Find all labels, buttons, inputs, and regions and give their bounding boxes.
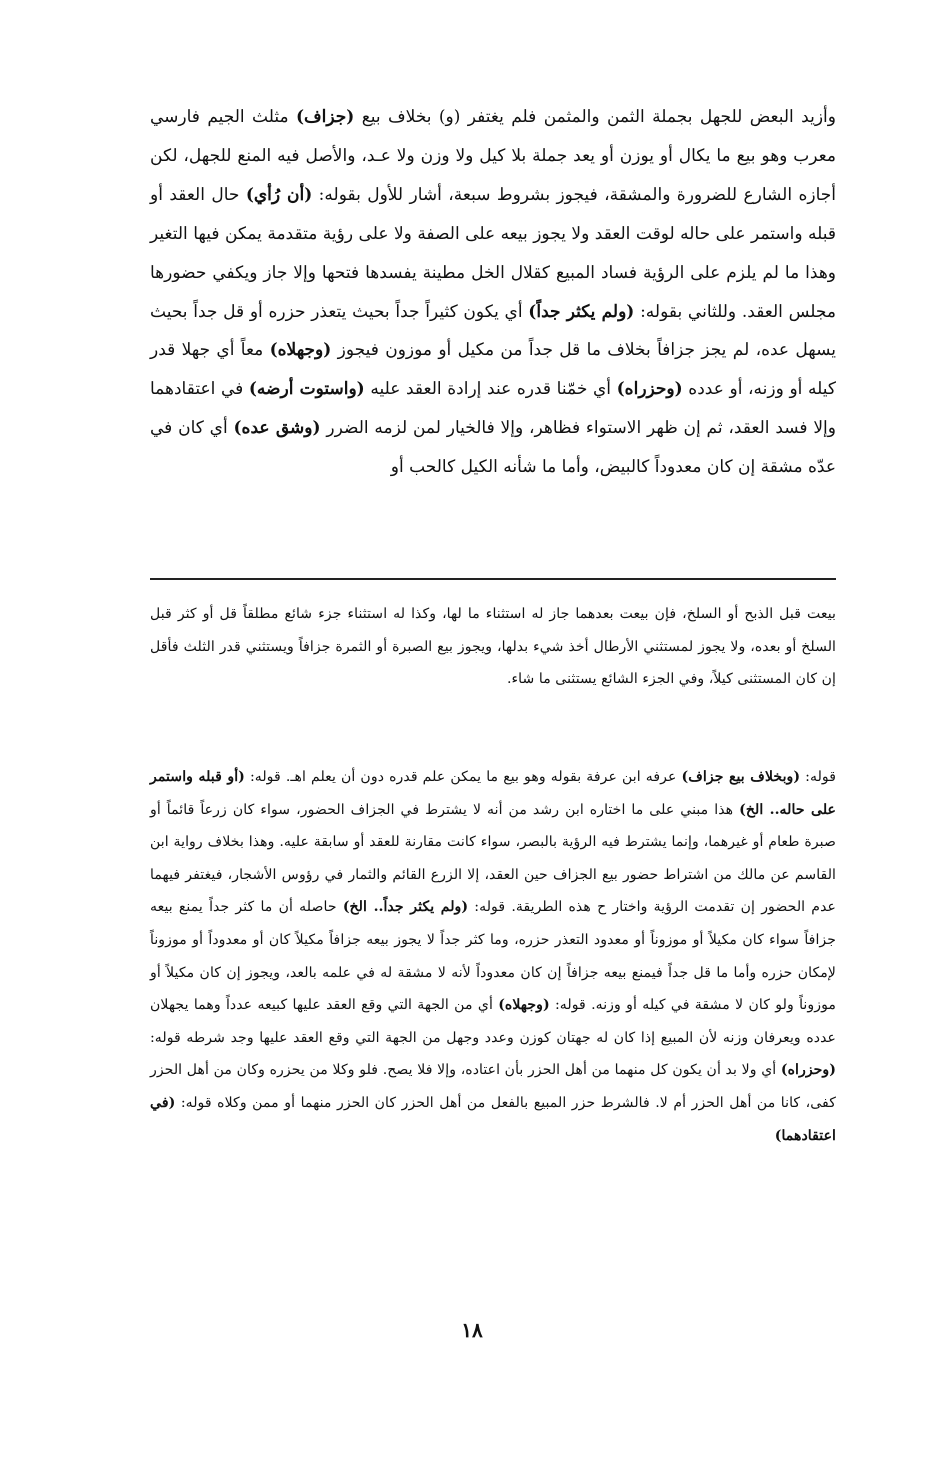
page-number: ١٨	[461, 1318, 483, 1342]
footnote-paragraph: بيعت قبل الذبح أو السلخ، فإن بيعت بعدهما جاز له استثناء ما لها، وكذا له استثناء جزء شائع مطلقاً قل أو كثر قبل السلخ أو بعده، ولا يجوز لمستثني الأرطال أخذ شيء بدلها، ويجوز بيع الصبرة أو الثمرة جزافاً ويستثني قدر الثلث فأقل إن كان المستثنى كيلاً، وفي الجزء الشائع يستثنى ما شاء.	[150, 606, 836, 688]
term-bold: (أن رُأي)	[245, 184, 313, 205]
text-run: أي من الجهة التي وقع العقد عليها كبيعه عدداً وهما يجهلان عدده ويعرفان وزنه لأن المبيع إذا كان له جهتان كوزن وعدد وجهل من الجهة التي وقع العقد عليها وجد شرطه قوله:	[150, 997, 836, 1046]
term-bold: (وجهلاه)	[269, 340, 332, 361]
text-run: عرفه ابن عرفة بقوله وهو بيع ما يمكن علم قدره دون أن يعلم اهـ. قوله:	[244, 769, 682, 785]
main-paragraph	[150, 98, 836, 487]
term-bold: (وحزراه)	[780, 1062, 836, 1079]
text-run: أي كان في عدّه مشقة إن كان معدوداً كالبيض، وأما ما شأنه الكيل كالحب أو	[150, 418, 836, 478]
text-run: في اعتقادهما وإلا فسد العقد، ثم إن ظهر الاستواء فظاهر، وإلا فالخيار لمن لزمه الضرر	[150, 379, 836, 439]
text-run: مثلث الجيم فارسي معرب وهو بيع ما يكال أو يوزن أو يعد جملة بلا كيل ولا وزن ولا عـد، والأصل فيه المنع للجهل، لكن أجازه الشارع للضرورة والمشقة، فيجوز بشروط سبعة، أشار للأول بقوله:	[150, 107, 837, 205]
footnote-continuation	[150, 598, 836, 696]
term-bold: (جزاف)	[296, 107, 355, 127]
text-run: حال العقد أو قبله واستمر على حاله لوقت العقد ولا يجوز بيعه على الصفة ولا على رؤية متقدمة يمكن فيها التغير وهذا ما لم يلزم على الرؤية فساد المبيع كقلال الخل مطينة يفسدها فتحها وإلا جاز ويكفي حضورها مجلس العقد. وللثاني بقوله:	[150, 184, 836, 322]
text-run: أي خمّنا قدره عند إرادة العقد عليه	[364, 379, 617, 400]
term-bold: (ولم يكثر جداً.. الخ)	[342, 899, 469, 916]
term-bold: (واستوت أرضه)	[248, 379, 365, 400]
term-bold: (أو قبله واستمر على حاله.. الخ)	[150, 769, 836, 818]
text-run: قوله:	[800, 769, 837, 785]
term-bold: (ولم يكثر جداً)	[528, 301, 635, 322]
footnote-separator	[150, 578, 836, 580]
footnote-paragraph	[150, 761, 836, 1152]
term-bold: (وحزراه)	[616, 379, 683, 400]
text-run: أي يكون كثيراً جداً بحيث يتعذر حزره أو قل جداً بحيث يسهل عده، لم يجز جزافاً بخلاف ما قل جداً من مكيل أو موزون فيجوز	[150, 301, 836, 361]
text-run: وأزيد البعض للجهل بجملة الثمن والمثمن فلم يغتفر (و) بخلاف بيع	[354, 107, 836, 127]
term-bold: (وشق عده)	[233, 418, 321, 439]
text-run: حاصله أن ما كثر جداً يمنع بيعه جزافاً سواء كان مكيلاً أو موزوناً أو معدود التعذر حزره، وما كثر جداً لا يجوز بيعه جزافاً مكيلاً كان أو معدوداً أو موزوناً لإمكان حزره وأما ما قل جداً فيمنع بيعه جزافاً إن كان معدوداً لأنه لا مشقة له في علمه بالعد، ويجوز إن كان مكيلاً أو موزوناً ولو كان لا مشقة في كيله أو وزنه. قوله:	[150, 899, 836, 1014]
text-run: أي ولا بد أن يكون كل منهما من أهل الحزر بأن اعتاده، وإلا فلا يصح. فلو وكلا من يحزره وكان من أهل الحزر كفى، كانا من أهل الحزر أم لا. فالشرط حزر المبيع بالفعل من أهل الحزر كان الحزر منهما أو ممن وكلاه قوله:	[150, 1062, 836, 1111]
main-text	[150, 98, 836, 487]
term-bold: (وجهلاه)	[498, 997, 550, 1014]
footnote-commentary	[150, 761, 836, 1152]
text-run: هذا مبني على ما اختاره ابن رشد من أنه لا يشترط في الجزاف الحضور، سواء كان زرعاً قائماً أو صبرة طعام أو غيرهما، وإنما يشترط فيه الرؤية بالبصر، سواء كانت مقارنة للعقد أو سابقة عليه. وهذا بخلاف رواية ابن القاسم عن مالك من اشتراط حضور بيع الجزاف حين العقد، إلا الزرع القائم والثمار في رؤوس الأشجار، فيغتفر فيهما عدم الحضور إن تقدمت الرؤية واختار ح هذه الطريقة. قوله:	[150, 801, 837, 916]
term-bold: (وبخلاف بيع جزاف)	[681, 769, 801, 785]
text-run: معاً أي جهلا قدر كيله أو وزنه، أو عدده	[150, 340, 836, 400]
term-bold: (في اعتقادهما)	[150, 1094, 836, 1144]
